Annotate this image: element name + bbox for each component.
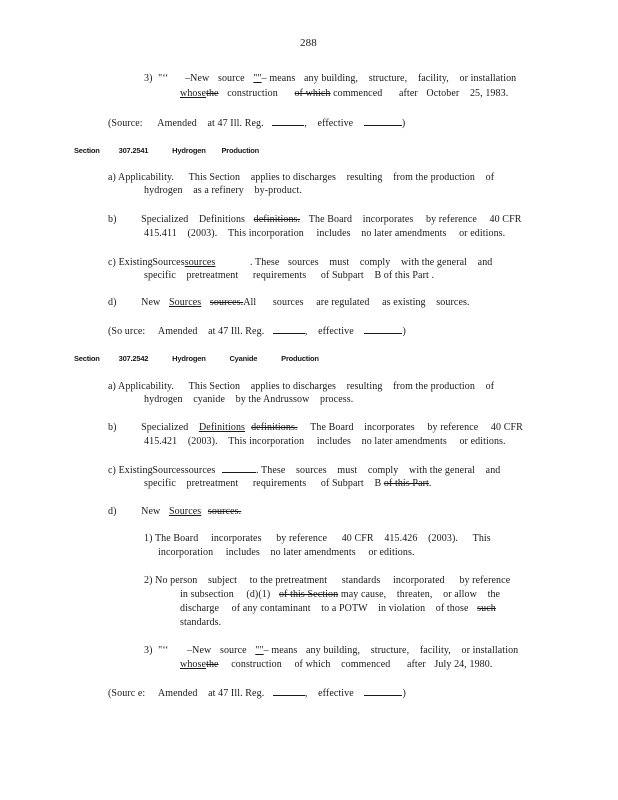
item-label: 3) [144, 73, 153, 84]
quote-mark: "‘‘ [158, 645, 169, 656]
word: sources. [436, 297, 470, 308]
word: effective [317, 118, 354, 129]
item-label: b) [108, 214, 117, 225]
effective-blank [364, 686, 402, 696]
word: facility, [419, 645, 451, 656]
word: 415.426 [384, 533, 418, 544]
word: New [141, 297, 161, 308]
word: are regulated [316, 297, 370, 308]
insert-blank [222, 463, 256, 473]
word: hydrogen [144, 394, 183, 405]
word: July 24, 1980. [434, 659, 493, 670]
word: any building, [304, 73, 359, 84]
word: construction [227, 88, 278, 99]
word: sources [272, 297, 304, 308]
word: threaten, [396, 589, 433, 600]
word: Sources [152, 465, 185, 476]
deleted-text: of this Section [278, 589, 339, 600]
deleted-text: the [206, 659, 219, 670]
word: commenced [341, 659, 391, 670]
word: process. [320, 394, 354, 405]
word: from the production [393, 381, 475, 392]
section-title-word: Production [221, 146, 260, 155]
s41-c-line-2 [144, 269, 434, 283]
word: of those [435, 603, 469, 614]
word: (2003). [187, 228, 218, 239]
word: includes [316, 228, 351, 239]
word: . These [250, 257, 280, 268]
word: resulting [346, 172, 383, 183]
subsection-lead: a) Applicability. [108, 381, 175, 392]
word: the [487, 589, 501, 600]
word: New [141, 506, 161, 517]
word: Specialized [141, 422, 189, 433]
word: after [406, 659, 426, 670]
subsection-lead: c) Existing [108, 465, 153, 476]
word: of any contaminant [231, 603, 311, 614]
inserted-text: whose [180, 88, 207, 99]
item-lead: 1) The Board [144, 533, 199, 544]
word: – means [261, 73, 296, 84]
source-label: (Sourc e: [108, 688, 146, 699]
reg-blank [273, 324, 305, 334]
source-note-3 [108, 686, 406, 701]
reg-blank [273, 686, 305, 696]
word: B [374, 478, 382, 489]
s41-a-line-2 [144, 184, 302, 198]
paragraph-3-top-line-1 [144, 72, 516, 86]
word: sources [296, 465, 327, 476]
section-label: Section [74, 146, 100, 155]
word: B of this Part . [374, 270, 435, 281]
quote-mark: "" [255, 645, 264, 656]
effective-blank [364, 116, 402, 126]
section-heading-2542 [74, 352, 319, 366]
reg-blank [272, 116, 304, 126]
word: structure, [370, 645, 410, 656]
word: incorporated [393, 575, 445, 586]
word: 40 CFR [490, 422, 523, 433]
s42-a-line-2 [144, 393, 353, 407]
word: or installation [461, 645, 519, 656]
word: This [472, 533, 491, 544]
word: hydrogen [144, 185, 183, 196]
subsection-lead: c) Existing [108, 257, 153, 268]
word: by reference [427, 422, 479, 433]
word: by reference [459, 575, 511, 586]
word: of Subpart [320, 270, 364, 281]
word: pretreatment [186, 270, 239, 281]
deleted-text: definitions. [253, 214, 301, 225]
inserted-text: sources [184, 257, 216, 268]
s42-c-line-1 [108, 463, 500, 478]
word: –New [185, 73, 210, 84]
punct: ) [401, 118, 406, 129]
s42-d2-line-4 [180, 616, 221, 630]
word: incorporates [362, 214, 414, 225]
quote-mark: "‘‘ [158, 73, 169, 84]
word: discharge [180, 603, 220, 614]
word: comply [359, 257, 391, 268]
s42-d3-line-1 [144, 644, 518, 658]
s42-c-line-2 [144, 477, 432, 491]
word: at 47 Ill. Reg. [208, 326, 265, 337]
s42-a-line-1 [108, 380, 494, 394]
word: with the general [409, 465, 476, 476]
word: (d)(1) [246, 589, 271, 600]
section-title-word: Hydrogen [172, 146, 206, 155]
word: incorporation [158, 547, 214, 558]
word: pretreatment [186, 478, 239, 489]
word: The Board [310, 422, 354, 433]
word: Sources [152, 257, 185, 268]
s42-d2-line-3 [180, 602, 496, 616]
source-note-2 [108, 324, 406, 339]
paragraph-3-top-line-2 [180, 87, 508, 101]
word: Amended [157, 688, 198, 699]
word: or installation [459, 73, 517, 84]
source-label: (So urce: [108, 326, 146, 337]
word: in subsection [180, 589, 234, 600]
item-lead: 2) No person [144, 575, 198, 586]
word: no later amendments [361, 228, 447, 239]
word: by-product. [254, 185, 302, 196]
word: cyanide [193, 394, 225, 405]
word: as a refinery [193, 185, 244, 196]
source-label: (Source: [108, 118, 143, 129]
word: resulting [346, 381, 383, 392]
word: may cause, [340, 589, 387, 600]
deleted-text: sources. [207, 506, 242, 517]
word: 415.421 [144, 436, 178, 447]
word: (2003). [187, 436, 218, 447]
word: This Section [188, 381, 241, 392]
word: of Subpart [320, 478, 364, 489]
word: construction [231, 659, 282, 670]
word: specific [144, 270, 176, 281]
deleted-text: of which [294, 88, 331, 99]
word: of which [294, 659, 331, 670]
word: sources [184, 465, 216, 476]
word: to a POTW [321, 603, 368, 614]
word: sources [288, 257, 319, 268]
inserted-text: Sources [168, 506, 202, 517]
item-label: 3) [144, 645, 153, 656]
word: 415.411 [144, 228, 177, 239]
word: includes [316, 436, 351, 447]
word: requirements [252, 478, 307, 489]
word: specific [144, 478, 176, 489]
s42-d-line-1 [108, 505, 241, 519]
word: no later amendments [361, 436, 447, 447]
item-label: d) [108, 506, 117, 517]
s42-b-line-2 [144, 435, 506, 449]
section-title-word: Cyanide [229, 354, 258, 363]
word: to the pretreatment [249, 575, 328, 586]
punct: , [304, 688, 308, 699]
word: The Board [308, 214, 353, 225]
word: of [485, 172, 495, 183]
word: by reference [426, 214, 477, 225]
subsection-lead: a) Applicability. [108, 172, 175, 183]
s41-b-line-1 [108, 213, 522, 227]
word: 40 CFR [489, 214, 522, 225]
word: and [477, 257, 493, 268]
quote-mark: "" [253, 73, 262, 84]
word: any building, [306, 645, 361, 656]
word: or allow [443, 589, 477, 600]
word: applies to discharges [250, 172, 336, 183]
effective-blank [364, 324, 402, 334]
word: structure, [368, 73, 408, 84]
s42-b-line-1 [108, 421, 523, 435]
word: standards. [180, 617, 222, 628]
word: Definitions [198, 214, 246, 225]
deleted-text: the [206, 88, 219, 99]
page-number: 288 [300, 37, 317, 49]
word: effective [318, 326, 354, 337]
word: by reference [276, 533, 328, 544]
word: Amended [157, 118, 197, 129]
punct: ) [402, 326, 406, 337]
word: All [243, 297, 257, 308]
word: This incorporation [228, 436, 305, 447]
word: 40 CFR [341, 533, 374, 544]
word: in violation [378, 603, 426, 614]
word: Specialized [141, 214, 189, 225]
word: incorporates [210, 533, 262, 544]
word: incorporates [364, 422, 415, 433]
word: . These [256, 465, 286, 476]
word: includes [225, 547, 260, 558]
s42-d1-line-1 [144, 532, 491, 546]
word: comply [367, 465, 399, 476]
word: 25, 1983. [469, 88, 509, 99]
s41-c-line-1 [108, 256, 492, 270]
source-note-1 [108, 116, 405, 131]
word: or editions. [368, 547, 415, 558]
word: commenced [333, 88, 383, 99]
word: – means [263, 645, 298, 656]
word: source [219, 645, 247, 656]
word: of [485, 381, 495, 392]
s42-d2-line-2 [180, 588, 500, 602]
section-number: 307.2541 [118, 146, 149, 155]
item-label: d) [108, 297, 117, 308]
s42-d3-line-2 [180, 658, 492, 672]
word: This incorporation [227, 228, 304, 239]
s41-d-line-1 [108, 296, 470, 310]
word: requirements [252, 270, 307, 281]
word: source [217, 73, 245, 84]
word: (2003). [428, 533, 458, 544]
word: by the Andrussow [235, 394, 310, 405]
section-heading-2541 [74, 144, 259, 158]
deleted-text: definitions. [251, 422, 298, 433]
inserted-text: whose [180, 659, 207, 670]
deleted-text: sources. [209, 297, 244, 308]
word: must [329, 257, 350, 268]
word: standards [341, 575, 381, 586]
word: at 47 Ill. Reg. [208, 688, 265, 699]
word: facility, [417, 73, 449, 84]
word: with the general [401, 257, 468, 268]
word: October [426, 88, 460, 99]
item-label: b) [108, 422, 117, 433]
section-number: 307.2542 [118, 354, 149, 363]
inserted-text: Definitions [198, 422, 246, 433]
deleted-text: such [477, 603, 496, 614]
word: This Section [188, 172, 241, 183]
inserted-text: Sources [168, 297, 202, 308]
section-title-word: Hydrogen [172, 354, 206, 363]
punct: , [304, 326, 308, 337]
word: no later amendments [270, 547, 356, 558]
section-label: Section [74, 354, 100, 363]
word: from the production [393, 172, 475, 183]
s42-d1-line-2 [158, 546, 415, 560]
deleted-text: of this Part [383, 478, 429, 489]
word: or editions. [459, 228, 506, 239]
word: as existing [382, 297, 426, 308]
word: must [337, 465, 358, 476]
word: at 47 Ill. Reg. [207, 118, 264, 129]
s42-d2-line-1 [144, 574, 510, 588]
section-title-word: Production [281, 354, 319, 363]
word: and [485, 465, 501, 476]
punct: , [304, 118, 307, 129]
punct: ) [402, 688, 406, 699]
s41-a-line-1 [108, 171, 494, 185]
word: effective [318, 688, 354, 699]
word: after [398, 88, 418, 99]
word: subject [208, 575, 238, 586]
punct: . [428, 478, 432, 489]
word: or editions. [459, 436, 506, 447]
word: Amended [157, 326, 198, 337]
word: applies to discharges [250, 381, 336, 392]
s41-b-line-2 [144, 227, 505, 241]
word: –New [187, 645, 212, 656]
